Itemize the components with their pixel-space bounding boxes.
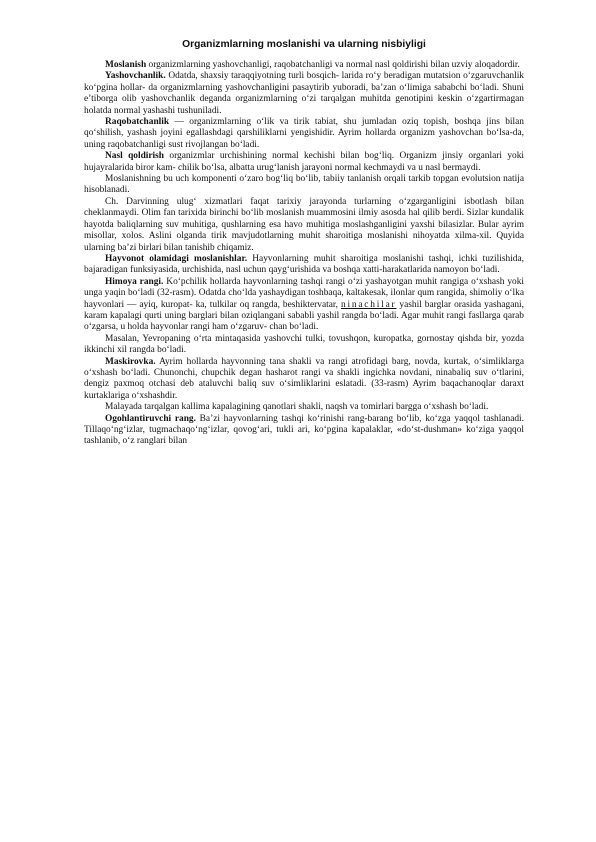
paragraph-text: Moslanishning bu uch komponenti o‘zaro bog‘liq bo‘lib, tabiiy tanlanish orqali tarkib topgan evolutsion natija hisoblanadi. <box>84 174 524 196</box>
paragraph-himoya-rangi <box>84 277 524 334</box>
paragraph-text-tail: yashil barglar orasida yashagani, karam kapalagi qurti uning barglari bilan oziqlangani sababli yashil rangda bo‘ladi. Agar muhit rangi fasllarga qarab o‘zgarsa, u holda hayvonlar rangi ham o‘zgaruv- chan bo‘ladi. <box>84 299 524 333</box>
paragraph-raqobatchanlik <box>84 117 524 151</box>
paragraph-term: Moslanish <box>105 60 147 70</box>
paragraph-text: Hayvonlarning muhit sharoitiga moslanishi tashqi, ichki tuzilishida, bajaradigan funksiyasida, urchishida, nasl uchun qayg‘urishida va boshqa xatti-harakatlarida namoyon bo‘ladi. <box>84 253 524 276</box>
paragraph-term: Nasl qoldirish <box>105 151 165 162</box>
paragraph-moslanish <box>84 60 524 71</box>
paragraph-term: Yashovchanlik. <box>105 71 166 82</box>
paragraph-text: Ko‘pchilik hollarda hayvonlarning tashqi rangi o‘zi yashayotgan muhit rangiga o‘xshash yoki unga yaqin bo‘ladi (32-rasm). Odatda cho‘lda yashaydigan toshbaqa, kaltakesak, ilonlar qum rangida, shimoliy o‘lka hayvonlari — ayiq, kuropat- ka, tulkilar oq rangda, beshiktervatar, <box>84 276 524 310</box>
paragraph-term: Hayvonot olamidagi moslanishlar. <box>105 253 248 264</box>
paragraph-text: Odatda, shaxsiy taraqqiyotning turli bosqich- larida ro‘y beradigan mutatsion o‘zgaruvchanlik ko‘pgina hollar- da organizmlarning yashovchanligini pasaytirib yuboradi, ba’zan o‘limiga sababchi bo‘ladi. Shuni e’tiborga olib yashovchanlik deganda organizmlarning o‘zi tarqalgan muhitda genotipini keskin o‘zgartirmagan holatda normal yashashi tushuniladi. <box>84 71 524 116</box>
paragraph-term: Ogohlantiruvchi rang. <box>105 413 196 424</box>
paragraph-term: Himoya rangi. <box>105 276 164 287</box>
paragraph-maskirovka <box>84 357 524 403</box>
paragraph-kallima <box>84 402 524 413</box>
paragraph-text: Ba’zi hayvonlarning tashqi ko‘rinishi rang-barang bo‘lib, ko‘zga yaqqol tashlanadi. Tillaqo‘ng‘izlar, tugmachaqo‘ng‘izlar, qovog‘ari, tukli ari, ko‘pgina kapalaklar, «do‘st-dushman» ko‘ziga yaqqol tashlanib, o‘z ranglari bilan <box>84 413 524 447</box>
paragraph-ogohlantiruvchi-rang <box>84 414 524 448</box>
paragraph-term: Raqobatchanlik <box>105 117 170 128</box>
paragraph-text: organizmlar urchishining normal kechishi bilan bog‘liq. Organizm jinsiy organlari yoki hujayralarida biror kam- chilik bo‘lsa, albatta urug‘lanish jarayoni normal kechmaydi va u nasl bermaydi. <box>84 151 525 173</box>
spaced-term-ninachilar: ninachilar <box>340 299 397 310</box>
paragraph-components <box>84 174 524 197</box>
paragraph-text: — organizmlarning o‘lik va tirik tabiat, shu jumladan oziq topish, boshqa jins bilan qo‘shilish, yashash joyini egallashdagi qarshiliklarni yengishidir. Ayrim hollarda organizm yashovchan bo‘lsa-da, uning raqobatchanligi sust rivojlangan bo‘ladi. <box>84 117 524 150</box>
paragraph-term: Maskirovka. <box>105 356 156 367</box>
paragraph-text: organizmlarning yashovchanligi, raqobatchanligi va normal nasl qoldirishi bilan uzviy aloqadordir. <box>146 60 520 70</box>
paragraph-yashovchanlik <box>84 71 524 117</box>
paragraph-text: Ayrim hollarda hayvonning tana shakli va rangi atrofidagi barg, novda, kurtak, o‘simliklarga o‘xshash bo‘ladi. Chunonchi, chupchik degan hasharot rangi va shakli ingichka novdani, ninabaliq suv o‘tlarini, dengiz paxmoq otchasi deb ataluvchi baliq suv o‘simliklarini eslatadi. (33-rasm) Ayrim baqachanoqlar daraxt kurtaklariga o‘xshashdir. <box>84 356 524 401</box>
paragraph-darwin <box>84 197 524 254</box>
paragraph-hayvonot-moslanishlar <box>84 254 524 277</box>
page-title: Organizmlarning moslanishi va ularning nisbiyligi <box>182 39 426 50</box>
paragraph-nasl-qoldirish <box>84 151 524 174</box>
paragraph-text: Ch. Darvinning ulug‘ xizmatlari faqat tarixiy jarayonda turlarning o‘zgarganligini isbotlash bilan cheklanmaydi. Olim fan tarixida birinchi bo‘lib moslanish muammosini ilmiy asosda hal qilib berdi. Sizlar kundalik hayotda baliqlarning suv muhitiga, qushlarning esa havo muhitiga moslashganligini yaxshi bilasizlar. Bular ayrim misollar, xolos. Aslini olganda tirik mavjudotlarning muhit sharoitiga moslanishi nihoyatda xilma-xil. Quyida ularning ba’zi birlari bilan tanishib chiqamiz. <box>84 196 524 253</box>
paragraph-yevropa-example <box>84 334 524 357</box>
document-page <box>84 0 524 448</box>
paragraph-text: Malayada tarqalgan kallima kapalagining qanotlari shakli, naqsh va tomirlari bargga o‘xshash bo‘ladi. <box>105 402 489 413</box>
paragraph-text: Masalan, Yevropaning o‘rta mintaqasida yashovchi tulki, tovushqon, kuropatka, gornostay qishda bir, yozda ikkinchi xil rangda bo‘ladi. <box>84 333 524 356</box>
